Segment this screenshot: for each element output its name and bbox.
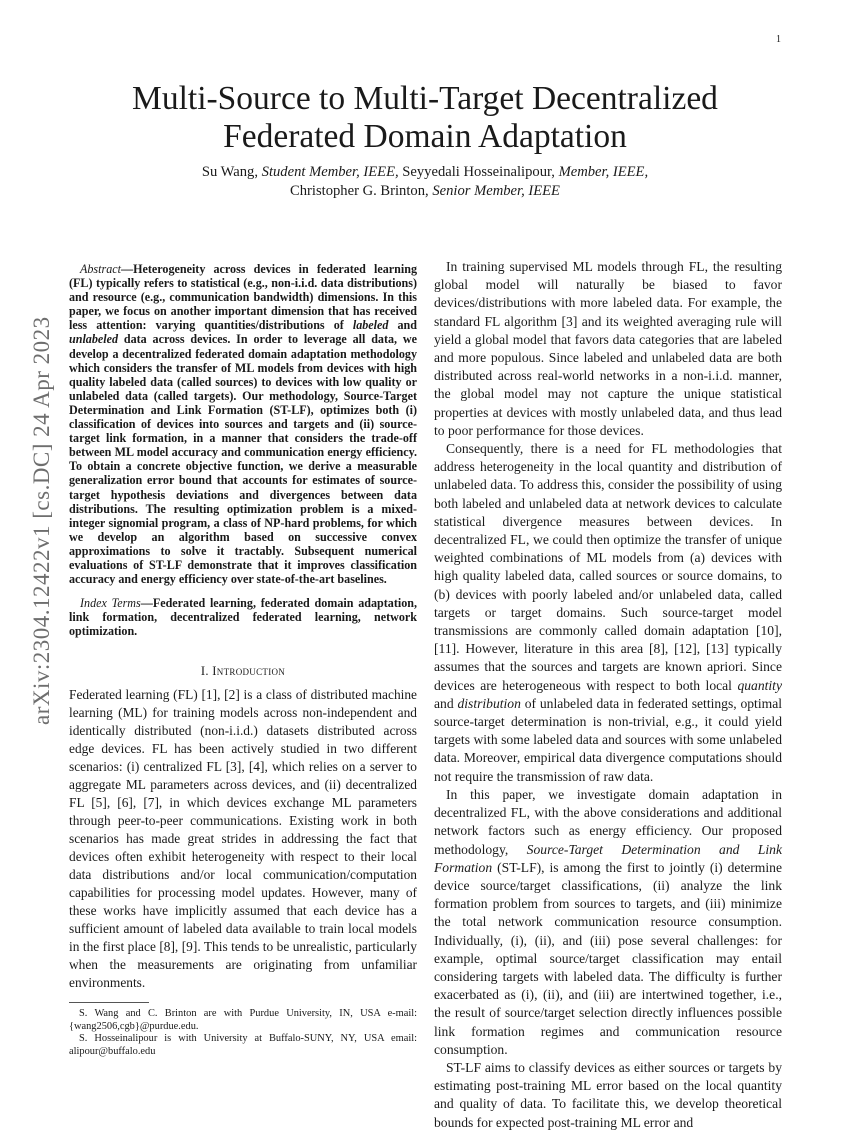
abstract-label: Abstract: [80, 262, 121, 276]
abstract-text-2: and: [388, 318, 417, 333]
right-p2-emph-quantity: quantity: [737, 677, 782, 693]
right-paragraph-1: In training supervised ML models through FL, the resulting global model will naturally be biased to favor devices/distributions with more labeled data. For example, the standard FL algorithm [3] and its weighted averaging rule will yield a global model that favors data categories that are labeled and more populous. Since labeled and unlabeled data are both distributed across real-world networks in a non-i.i.d. manner, the global model may not capture the unique statistical properties at devices with mostly unlabeled data, and thus lead to poor performance for those devices.: [434, 259, 782, 438]
abstract-text-3: data across devices. In order to leverage all data, we develop a decentralized federated domain adaptation methodology which considers the transfer of ML models from devices with high quality labeled data (called sources) to devices with low quality or unlabeled data (called targets). Our methodology, Source-Target Determination and Link Formation (ST-LF), optimizes both (i) classification of devices into sources and targets and (ii) source-target link formation, in a manner that considers the trade-off between ML model accuracy and communication energy efficiency. To obtain a concrete objective function, we derive a measurable generalization error bound that accounts for estimates of source-target hypothesis deviations and divergences between data distributions. The resulting optimization problem is a mixed-integer signomial program, a class of NP-hard problems, for which we develop an algorithm based on successive convex approximations to solve it tractably. Subsequent numerical evaluations of ST-LF demonstrate that it improves classification accuracy and energy efficiency over state-of-the-art baselines.: [69, 332, 417, 587]
title-line-2: Federated Domain Adaptation: [223, 118, 627, 155]
footnote-divider: [69, 1002, 149, 1003]
intro-paragraph-1: Federated learning (FL) [1], [2] is a class of distributed machine learning (ML) for training models across non-independent and identically distributed (non-i.i.d.) datasets distributed across edge devices. FL has been actively studied in two different scenarios: (i) centralized FL [3], [4], which relies on a server to aggregate ML parameters across devices, and (ii) decentralized FL [5], [6], [7], in which devices exchange ML parameters through peer-to-peer communications. Existing work in both scenarios has made great strides in addressing the fact that devices often exhibit heterogeneity with respect to their local data distributions and/or local communication/computation capabilities for processing model updates. However, many of these works have implicitly assumed that each device has a sufficient amount of labeled data available to train local models in the first place [8], [9]. This tends to be unrealistic, particularly when the measurements are originating from unfamiliar environments.: [69, 687, 417, 991]
right-p3-text-2: (ST-LF), is among the first to jointly (i) determine device source/target classifications, (ii) analyze the link formation problem from sources to targets, and (iii) minimize the total network communication resource consumption. Individually, (i), (ii), and (iii) pose several challenges: for example, optimal source/target classification may entail considering targets with labeled data. The difficulty is further exacerbated as (i), (ii), and (iii) are intertwined together, i.e., the result of source/target selection directly influences possible link formation regimes and communication resource consumption.: [434, 859, 782, 1057]
left-column: [69, 262, 417, 1058]
abstract-emph-labeled: labeled: [352, 318, 389, 333]
right-p3-emph-method: Source-Target Determination and Link Formation: [434, 841, 783, 875]
section-heading-introduction: I. Introduction: [200, 664, 286, 679]
right-p3-text-1: In this paper, we investigate domain adaptation in decentralized FL, with the above considerations and additional network factors such as energy efficiency. Our proposed methodology,: [434, 786, 782, 857]
index-terms-label: Index Terms: [80, 596, 141, 611]
author-3-name: Christopher G. Brinton,: [290, 183, 433, 199]
arxiv-identifier: arXiv:2304.12422v1 [cs.DC] 24 Apr 2023: [29, 316, 54, 725]
right-column: [434, 258, 782, 1132]
right-paragraph-4: ST-LF aims to classify devices as either sources or targets by estimating post-training ML error based on the local quantity and quality of data. To facilitate this, we develop theoretical bounds for expected post-training ML error and: [434, 1059, 782, 1130]
right-p2-text-3: of unlabeled data in federated settings, optimal source-target determination is non-trivial, e.g., it could yield targets with some labeled data and sources with some unlabeled data. Moreover, empirical data divergence computations should not require the transmission of raw data.: [434, 695, 782, 784]
page-number: 1: [776, 34, 781, 45]
author-list: [100, 163, 750, 201]
index-terms-text: —Federated learning, federated domain adaptation, link formation, decentralized federated learning, network optimization.: [69, 596, 418, 639]
right-p2-emph-distribution: distribution: [457, 695, 521, 711]
author-2-role: Member, IEEE,: [558, 164, 649, 180]
author-2-name: Seyyedali Hosseinalipour,: [398, 164, 559, 180]
author-3-role: Senior Member, IEEE: [432, 183, 560, 199]
title-line-1: Multi-Source to Multi-Target Decentralized: [132, 80, 718, 117]
abstract: [69, 262, 417, 586]
footnote-1: S. Wang and C. Brinton are with Purdue University, IN, USA e-mail: {wang2506,cgb}@purdue.edu.: [69, 1008, 417, 1032]
paper-title: [100, 80, 750, 156]
abstract-emph-unlabeled: unlabeled: [69, 332, 119, 347]
author-1-name: Su Wang,: [201, 164, 262, 180]
author-1-role: Student Member, IEEE,: [261, 164, 399, 180]
right-paragraph-3: [434, 786, 782, 1059]
right-p2-text-2: and: [434, 695, 458, 711]
right-paragraph-2: [434, 440, 782, 786]
right-p2-text-1: Consequently, there is a need for FL methodologies that address heterogeneity in the local quantity and distribution of unlabeled data. To address this, consider the possibility of using both labeled and unlabeled data at network devices to calculate statistical divergence measures between devices. In decentralized FL, we could then optimize the transfer of unique weighted combinations of ML models from (a) devices with high quality labeled data, called sources or source domains, to (b) devices with poorly labeled and/or unlabeled data, called targets or target domains. Such source-target model transmissions are commonly called domain adaptation [10], [11]. However, literature in this area [8], [12], [13] typically assumes that the sources and targets are known apriori. Since devices are heterogeneous with respect to both local: [434, 441, 782, 693]
index-terms: [69, 596, 417, 638]
abstract-text-1: —Heterogeneity across devices in federated learning (FL) typically refers to statistical (e.g., non-i.i.d. data distributions) and resource (e.g., communication bandwidth) dimensions. In this paper, we focus on another important dimension that has received less attention: varying quantities/distributions of: [69, 262, 417, 333]
footnote-2: S. Hosseinalipour is with University at Buffalo-SUNY, NY, USA email: alipour@buffalo.edu: [69, 1033, 417, 1057]
